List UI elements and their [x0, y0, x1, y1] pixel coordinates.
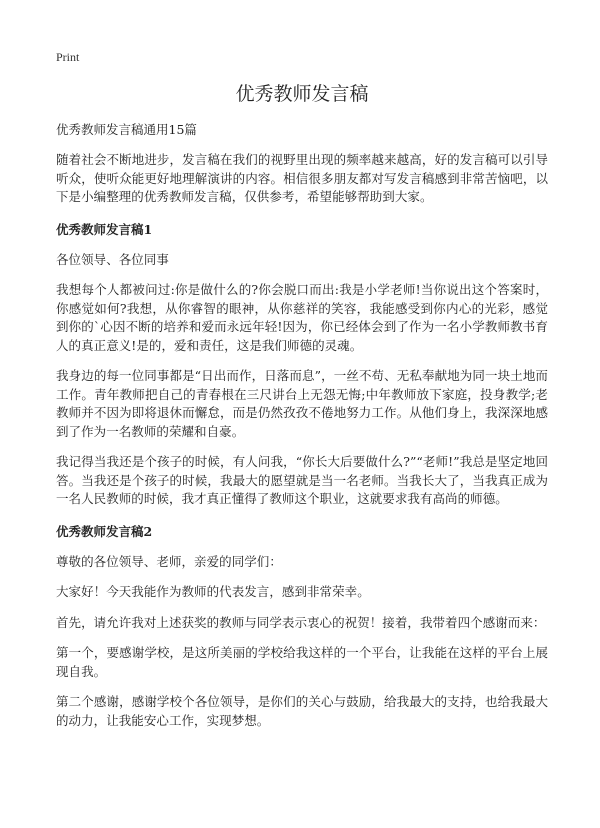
- document-subtitle: 优秀教师发言稿通用15篇: [56, 122, 197, 137]
- section-2-paragraph-5: 第二个感谢，感谢学校个各位领导，是你们的关心与鼓励，给我最大的支持，也给我最大的动力，让我能安心工作，实现梦想。: [56, 694, 548, 728]
- section-2-paragraph-2: 大家好！今天我能作为教师的代表发言，感到非常荣幸。: [56, 584, 370, 599]
- section-1-paragraph-2: 我想每个人都被问过:你是做什么的?你会脱口而出:我是小学老师!当你说出这个答案时，你感觉如何?我想，从你睿智的眼神，从你慈祥的笑容，我能感受到你内心的光彩，感觉到你的`心因不断的培养和爱而永远年轻!因为，你已经体会到了作为一名小学教师教书育人的真正意义!是的，爱和责任，这是我们师德的灵魂。: [56, 282, 548, 353]
- section-heading-2: 优秀教师发言稿2: [56, 523, 153, 539]
- section-1-paragraph-4: 我记得当我还是个孩子的时候，有人问我，“你长大后要做什么?”“老师!”我总是坚定地回答。当我还是个孩子的时候，我最大的愿望就是当一名老师。当我长大了，当我真正成为一名人民教师的时候，我才真正懂得了教师这个职业，这就要求我有高尚的师德。: [56, 454, 548, 506]
- section-1-paragraph-3: 我身边的每一位同事都是“日出而作，日落而息”，一丝不苟、无私奉献地为同一块土地而工作。青年教师把自己的青春根在三尺讲台上无怨无悔;中年教师放下家庭，投身教学;老教师并不因为即将退休而懈怠，而是仍然孜孜不倦地努力工作。从他们身上，我深深地感到了作为一名教师的荣耀和自豪。: [56, 368, 548, 439]
- intro-paragraph: 随着社会不断地进步，发言稿在我们的视野里出现的频率越来越高，好的发言稿可以引导听众，使听众能更好地理解演讲的内容。相信很多朋友都对写发言稿感到非常苦恼吧，以下是小编整理的优秀教师发言稿，仅供参考，希望能够帮助到大家。: [56, 152, 548, 204]
- print-link[interactable]: Print: [56, 50, 80, 64]
- section-1-paragraph-1: 各位领导、各位同事: [56, 251, 169, 267]
- page-title: 优秀教师发言稿: [235, 83, 369, 105]
- section-2-paragraph-4: 第一个，要感谢学校，是这所美丽的学校给我这样的一个平台，让我能在这样的平台上展现自我。: [56, 645, 548, 679]
- section-2-paragraph-1: 尊敬的各位领导、老师，亲爱的同学们：: [56, 553, 282, 569]
- section-2-paragraph-3: 首先，请允许我对上述获奖的教师与同学表示衷心的祝贺！接着，我带着四个感谢而来：: [56, 614, 546, 630]
- section-heading-1: 优秀教师发言稿1: [56, 221, 153, 237]
